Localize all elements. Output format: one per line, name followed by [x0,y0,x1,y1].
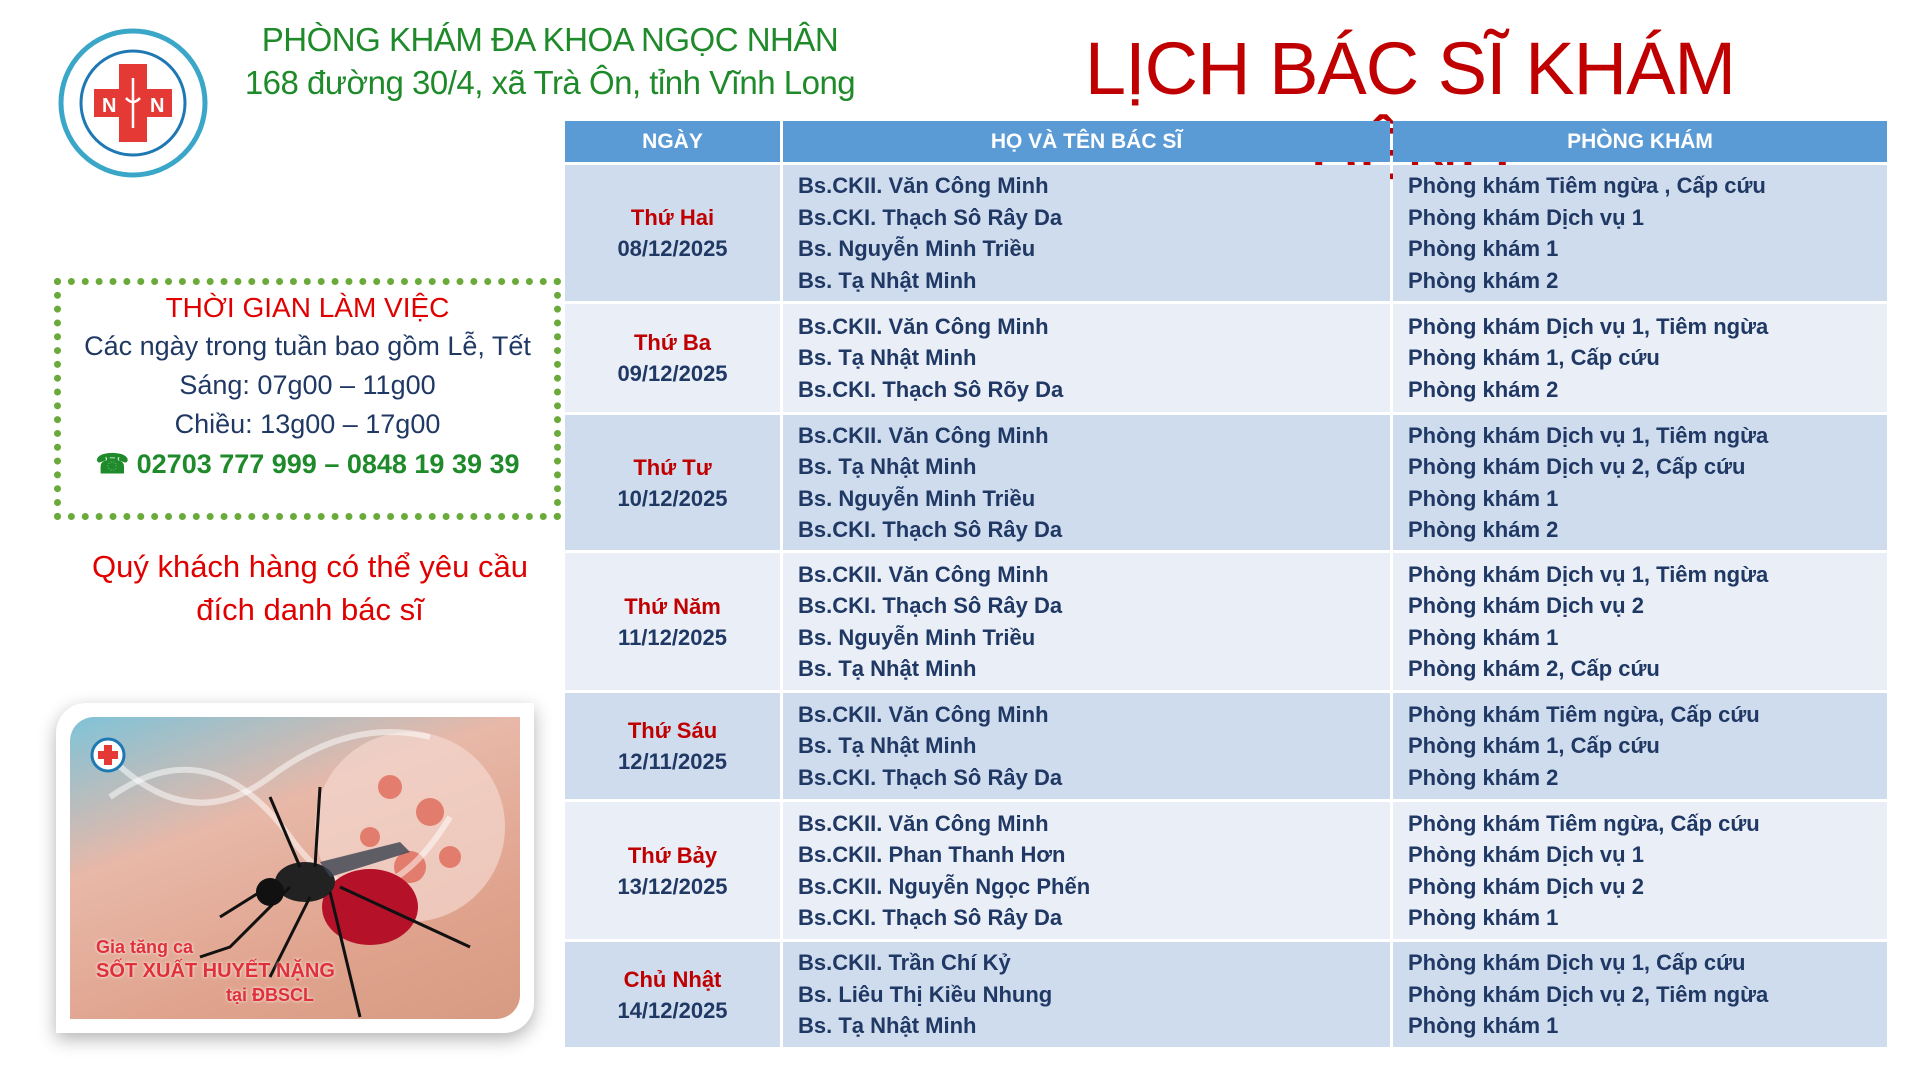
rooms-cell [1393,415,1887,550]
clinic-address: 168 đường 30/4, xã Trà Ôn, tỉnh Vĩnh Long [244,64,856,101]
doctor-name: Bs.CKII. Nguyễn Ngọc Phến [798,873,1091,899]
request-doctor-note [60,545,560,631]
date: 10/12/2025 [617,485,728,511]
svg-text:N: N [150,95,165,117]
date-cell [565,802,780,939]
table-row [565,553,1887,690]
promo-line-2: SỐT XUẤT HUYẾT NẶNG [96,960,335,982]
date-cell [565,415,780,550]
table-row [565,942,1887,1047]
doctor-name: Bs.CKI. Thạch Sô Rây Da [798,593,1063,618]
room-name: Phòng khám Dịch vụ 1 [1408,204,1644,230]
doctors-cell [783,802,1390,939]
doctor-name: Bs. Tạ Nhật Minh [798,267,977,293]
dengue-promo-image [56,703,534,1033]
table-row [565,165,1887,301]
room-name: Phòng khám 2 [1408,764,1559,790]
date: 14/12/2025 [617,997,728,1023]
doctor-name: Bs. Tạ Nhật Minh [798,345,977,371]
room-name: Phòng khám Dịch vụ 1, Tiêm ngừa [1408,313,1769,339]
doctor-name: Bs.CKII. Trần Chí Kỷ [798,950,1011,976]
weekday: Chủ Nhật [623,966,722,992]
date: 09/12/2025 [617,361,728,386]
room-name: Phòng khám 1 [1408,905,1559,930]
date-cell [565,165,780,301]
schedule-table [562,118,1890,1050]
phone-icon: ☎ [95,449,130,479]
doctor-name: Bs. Tạ Nhật Minh [798,454,977,479]
room-name: Phòng khám Dịch vụ 2 [1408,593,1644,618]
doctor-name: Bs.CKI. Thạch Sô Rây Da [798,905,1063,930]
promo-picture [70,717,520,1019]
doctor-name: Bs.CKII. Văn Công Minh [798,810,1049,836]
room-name: Phòng khám 1 [1408,1013,1559,1039]
room-name: Phòng khám 1, Cấp cứu [1408,733,1660,759]
doctor-name: Bs. Nguyễn Minh Triều [798,236,1036,261]
phone-numbers[interactable]: 02703 777 999 – 0848 19 39 39 [136,449,520,479]
doctor-name: Bs.CKII. Phan Thanh Hơn [798,842,1066,867]
doctor-name: Bs.CKII. Văn Công Minh [798,313,1049,339]
clinic-logo [58,28,208,178]
weekday: Thứ Sáu [627,718,718,743]
clinic-name: PHÒNG KHÁM ĐA KHOA NGỌC NHÂN [261,21,839,58]
room-name: Phòng khám Dịch vụ 2, Cấp cứu [1408,454,1746,479]
doctor-name: Bs.CKI. Thạch Sô Rây Da [798,517,1063,542]
svg-text:N: N [102,95,117,117]
doctor-name: Bs.CKII. Văn Công Minh [798,173,1049,198]
phone-line [61,444,554,484]
doctor-name: Bs. Tạ Nhật Minh [798,1013,977,1039]
date: 11/12/2025 [618,624,727,650]
weekday: Thứ Ba [633,330,712,355]
rooms-cell [1393,165,1887,301]
doctors-cell [783,415,1390,550]
doctor-name: Bs. Liêu Thị Kiều Nhung [798,981,1053,1007]
schedule-body [565,165,1887,1047]
promo-line-1: Gia tăng ca [96,937,194,957]
table-row [565,802,1887,939]
rooms-cell [1393,693,1887,799]
date-cell [565,304,780,412]
header-date: NGÀY [565,121,780,162]
doctor-name: Bs. Tạ Nhật Minh [798,733,977,759]
doctor-name: Bs.CKII. Văn Công Minh [798,701,1049,727]
room-name: Phòng khám 2 [1408,376,1559,402]
date-cell [565,942,780,1047]
doctors-cell [783,693,1390,799]
room-name: Phòng khám 1 [1408,236,1559,261]
promo-line-3: tại ĐBSCL [226,985,315,1005]
header-room: PHÒNG KHÁM [1393,121,1887,162]
room-name: Phòng khám 1 [1408,485,1559,511]
doctor-name: Bs.CKI. Thạch Sô Rây Da [798,764,1063,790]
doctor-name: Bs.CKI. Thạch Sô Rõy Da [798,376,1064,402]
hours-days: Các ngày trong tuần bao gồm Lễ, Tết [84,331,531,361]
doctors-cell [783,553,1390,690]
doctor-name: Bs.CKII. Văn Công Minh [798,422,1049,448]
doctors-cell [783,304,1390,412]
weekday: Thứ Năm [624,593,721,619]
table-row [565,304,1887,412]
table-row [565,415,1887,550]
weekday: Thứ Hai [630,205,715,230]
rooms-cell [1393,942,1887,1047]
room-name: Phòng khám Tiêm ngừa, Cấp cứu [1408,701,1760,727]
room-name: Phòng khám Dịch vụ 2, Tiêm ngừa [1408,981,1769,1007]
doctor-name: Bs. Nguyễn Minh Triều [798,624,1036,650]
room-name: Phòng khám 1, Cấp cứu [1408,345,1660,371]
date: 13/12/2025 [617,873,728,899]
room-name: Phòng khám Dịch vụ 2 [1408,873,1644,899]
promo-caption [96,935,335,1007]
date: 08/12/2025 [617,236,728,261]
weekday: Thứ Tư [633,454,712,480]
date-cell [565,553,780,690]
header-doctor: HỌ VÀ TÊN BÁC SĨ [783,121,1390,162]
page-title: LỊCH BÁC SĨ KHÁM [1084,27,1736,110]
room-name: Phòng khám Dịch vụ 1, Tiêm ngừa [1408,561,1769,587]
hours-morning: Sáng: 07g00 – 11g00 [179,370,436,400]
note-line-1: Quý khách hàng có thể yêu cầu [91,549,528,584]
rooms-cell [1393,553,1887,690]
doctor-name: Bs.CKI. Thạch Sô Rây Da [798,204,1063,230]
room-name: Phòng khám Tiêm ngừa, Cấp cứu [1408,810,1760,836]
doctors-cell [783,942,1390,1047]
room-name: Phòng khám 2, Cấp cứu [1408,656,1660,681]
hours-afternoon: Chiều: 13g00 – 17g00 [174,409,441,439]
room-name: Phòng khám 2 [1408,267,1559,293]
room-name: Phòng khám 2 [1408,517,1559,542]
room-name: Phòng khám Dịch vụ 1, Tiêm ngừa [1408,422,1769,448]
working-hours-box [54,278,561,520]
clinic-header [230,18,870,104]
room-name: Phòng khám 1 [1408,624,1559,650]
hours-heading: THỜI GIAN LÀM VIỆC [165,292,450,323]
date-cell [565,693,780,799]
room-name: Phòng khám Tiêm ngừa , Cấp cứu [1408,173,1766,198]
date: 12/11/2025 [618,749,727,774]
doctor-name: Bs.CKII. Văn Công Minh [798,561,1049,587]
room-name: Phòng khám Dịch vụ 1 [1408,842,1644,867]
table-header-row [565,121,1887,162]
note-line-2: đích danh bác sĩ [196,592,424,627]
doctor-name: Bs. Nguyễn Minh Triều [798,485,1036,511]
table-row [565,693,1887,799]
room-name: Phòng khám Dịch vụ 1, Cấp cứu [1408,950,1746,976]
rooms-cell [1393,802,1887,939]
doctors-cell [783,165,1390,301]
rooms-cell [1393,304,1887,412]
weekday: Thứ Bảy [627,842,718,868]
doctor-name: Bs. Tạ Nhật Minh [798,656,977,681]
